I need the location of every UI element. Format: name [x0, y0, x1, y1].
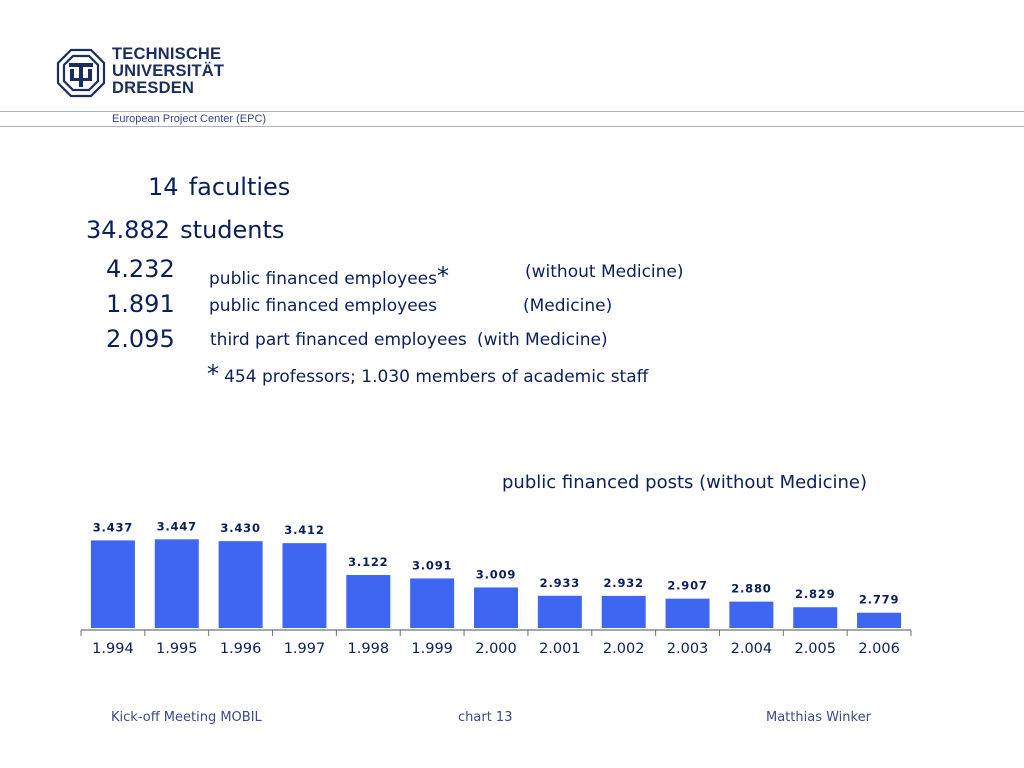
bar-1.999	[410, 578, 454, 628]
bar-2.000	[474, 587, 518, 628]
header-subtitle: European Project Center (EPC)	[112, 113, 267, 125]
stat-faculties-label: faculties	[188, 173, 291, 201]
bar-1.997	[282, 543, 326, 628]
stat-employees-medicine-value: 1.891	[106, 290, 175, 318]
stat-third-party-value: 2.095	[106, 325, 175, 353]
x-tick-label-2.002: 2.002	[602, 641, 645, 657]
stat-third-party-label: third part financed employees	[210, 330, 467, 350]
stat-students-label: students	[180, 216, 285, 244]
footnote-asterisk: *	[207, 360, 219, 388]
x-tick-label-1.995: 1.995	[156, 641, 198, 657]
x-tick-label-2.000: 2.000	[475, 641, 517, 657]
stat-third-party-note: (with Medicine)	[476, 330, 608, 350]
data-label-1.998: 3.122	[348, 555, 389, 570]
data-label-2.001: 2.933	[539, 575, 581, 590]
x-tick-label-1.994: 1.994	[92, 641, 134, 657]
x-tick-label-2.003: 2.003	[666, 641, 709, 657]
data-label-1.999: 3.091	[411, 558, 453, 573]
bar-1.995	[155, 539, 199, 628]
data-label-2.000: 3.009	[475, 567, 517, 582]
x-tick-label-2.006: 2.006	[858, 641, 900, 657]
x-tick-label-2.005: 2.005	[794, 641, 836, 657]
bar-2.005	[793, 607, 837, 628]
stat-employees-asterisk: *	[437, 262, 449, 290]
data-label-2.005: 2.829	[795, 587, 836, 602]
footer-right: Matthias Winker	[766, 710, 871, 725]
data-label-1.995: 3.447	[156, 519, 197, 534]
data-label-1.994: 3.437	[92, 520, 134, 535]
x-tick-label-2.001: 2.001	[539, 641, 581, 657]
data-label-1.996: 3.430	[220, 521, 261, 536]
bar-1.996	[219, 541, 263, 628]
bar-2.002	[602, 596, 646, 628]
footnote-text: 454 professors; 1.030 members of academic staff	[224, 367, 649, 387]
data-label-2.002: 2.932	[603, 575, 644, 590]
data-label-2.006: 2.779	[858, 592, 900, 607]
chart-title: public financed posts (without Medicine)	[502, 472, 868, 493]
footer-center: chart 13	[458, 710, 513, 725]
stat-employees-medicine-label: public financed employees	[209, 296, 437, 316]
x-tick-label-1.999: 1.999	[411, 641, 453, 657]
bar-2.006	[857, 613, 901, 628]
stat-employees-no-medicine-value: 4.232	[106, 255, 175, 283]
university-line-2: UNIVERSITÄT	[112, 62, 225, 80]
stat-students-value: 34.882	[86, 216, 170, 244]
bar-1.994	[91, 540, 135, 628]
data-label-2.004: 2.880	[731, 581, 772, 596]
stat-employees-medicine-note: (Medicine)	[523, 296, 613, 316]
data-label-2.003: 2.907	[667, 578, 708, 593]
bar-2.004	[729, 602, 773, 628]
footer-left: Kick-off Meeting MOBIL	[111, 710, 262, 725]
data-label-1.997: 3.412	[284, 523, 325, 538]
stat-employees-no-medicine-label: public financed employees	[209, 269, 437, 289]
x-tick-label-1.997: 1.997	[283, 641, 326, 657]
bar-2.003	[666, 599, 710, 628]
bar-1.998	[346, 575, 390, 628]
university-line-1: TECHNISCHE	[112, 45, 222, 63]
x-tick-label-2.004: 2.004	[730, 641, 773, 657]
university-line-3: DRESDEN	[112, 79, 195, 97]
stat-faculties-value: 14	[148, 173, 179, 201]
stat-employees-no-medicine-note: (without Medicine)	[525, 262, 684, 282]
bar-2.001	[538, 596, 582, 628]
x-tick-label-1.996: 1.996	[219, 641, 262, 657]
x-tick-label-1.998: 1.998	[347, 641, 390, 657]
